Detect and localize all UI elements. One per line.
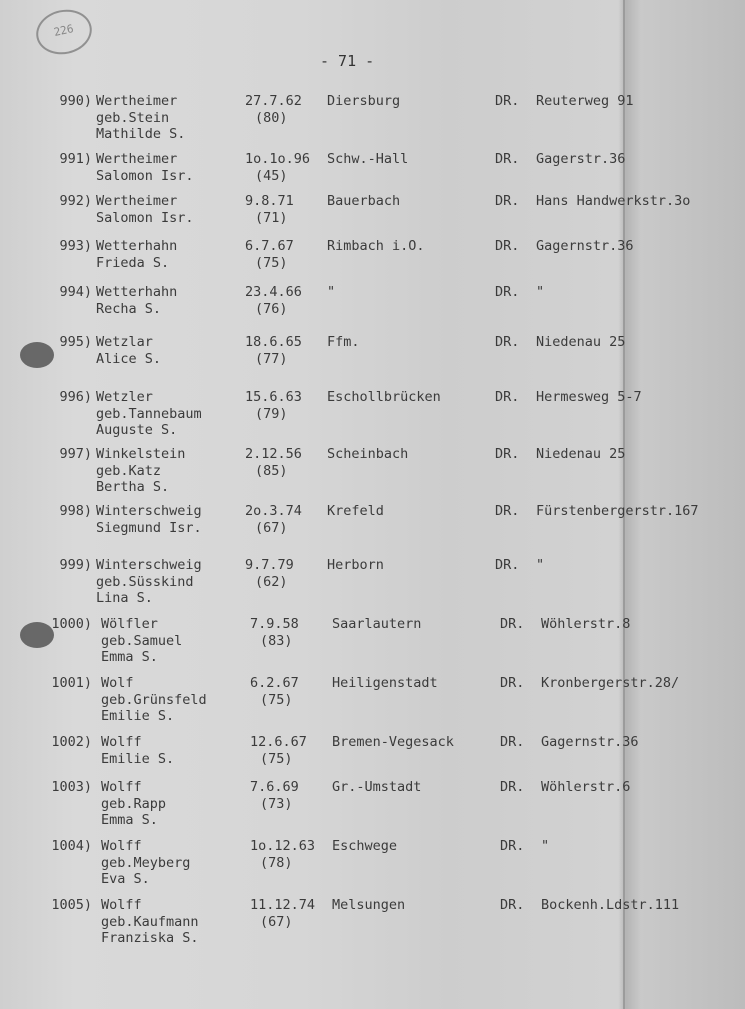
- birth-date: 15.6.63: [245, 389, 302, 405]
- status-code: DR.: [500, 779, 525, 795]
- birth-place: Krefeld: [327, 503, 384, 519]
- address: Hans Handwerkstr.3o: [536, 193, 691, 209]
- age: (76): [255, 300, 288, 317]
- address: Hermesweg 5-7: [536, 389, 642, 405]
- person-name-line: Lina S.: [96, 590, 153, 606]
- status-code: DR.: [495, 334, 520, 350]
- entry-number: 995): [59, 334, 92, 350]
- status-code: DR.: [495, 446, 520, 462]
- person-name-line: Eva S.: [101, 871, 150, 887]
- entry-number: 992): [59, 193, 92, 209]
- person-name-line: Salomon Isr.: [96, 167, 194, 184]
- entry-number: 1004): [51, 838, 92, 854]
- address: ": [536, 557, 545, 573]
- person-name-line: Wölfler: [101, 616, 158, 632]
- address: Gagernstr.36: [536, 238, 634, 254]
- status-code: DR.: [500, 897, 525, 913]
- person-name-line: geb.Kaufmann: [101, 913, 199, 930]
- birth-place: Rimbach i.O.: [327, 238, 425, 254]
- status-code: DR.: [495, 284, 520, 300]
- age: (71): [255, 209, 288, 226]
- status-code: DR.: [495, 557, 520, 573]
- birth-date: 1o.12.63: [250, 838, 316, 854]
- age: (80): [255, 109, 288, 126]
- birth-place: Schw.-Hall: [327, 151, 409, 167]
- person-name-line: Frieda S.: [96, 254, 170, 271]
- person-name-line: Wetterhahn: [96, 238, 178, 254]
- archive-stamp: 226: [32, 5, 96, 60]
- birth-date: 2o.3.74: [245, 503, 302, 519]
- age: (73): [260, 795, 293, 812]
- person-name-line: Alice S.: [96, 350, 162, 367]
- address: ": [536, 284, 545, 300]
- birth-date: 7.9.58: [250, 616, 299, 632]
- age: (45): [255, 167, 288, 184]
- address: Fürstenbergerstr.167: [536, 503, 699, 519]
- person-name-line: geb.Meyberg: [101, 854, 191, 871]
- person-name-line: Wertheimer: [96, 151, 178, 167]
- entry-number: 998): [59, 503, 92, 519]
- person-name-line: geb.Samuel: [101, 632, 183, 649]
- birth-date: 12.6.67: [250, 734, 307, 750]
- birth-place: Melsungen: [332, 897, 406, 913]
- address: Niedenau 25: [536, 446, 626, 462]
- birth-date: 9.7.79: [245, 557, 294, 573]
- birth-date: 7.6.69: [250, 779, 299, 795]
- birth-date: 18.6.65: [245, 334, 302, 350]
- person-name-line: Wolff: [101, 734, 142, 750]
- age: (83): [260, 632, 293, 649]
- entry-number: 996): [59, 389, 92, 405]
- address: Bockenh.Ldstr.111: [541, 897, 680, 913]
- birth-date: 2.12.56: [245, 446, 302, 462]
- status-code: DR.: [500, 734, 525, 750]
- entry-number: 1002): [51, 734, 92, 750]
- entry-number: 1001): [51, 675, 92, 691]
- status-code: DR.: [500, 675, 525, 691]
- age: (79): [255, 405, 288, 422]
- address: Kronbergerstr.28/: [541, 675, 680, 691]
- birth-date: 1o.1o.96: [245, 151, 311, 167]
- status-code: DR.: [495, 503, 520, 519]
- address: ": [541, 838, 550, 854]
- person-name-line: Mathilde S.: [96, 126, 186, 142]
- entry-number: 991): [59, 151, 92, 167]
- person-name-line: Emilie S.: [101, 708, 175, 724]
- person-name-line: Wetterhahn: [96, 284, 178, 300]
- person-name-line: Wolf: [101, 675, 134, 691]
- age: (85): [255, 462, 288, 479]
- birth-place: Herborn: [327, 557, 384, 573]
- person-name-line: geb.Tannebaum: [96, 405, 202, 422]
- person-name-line: Franziska S.: [101, 930, 199, 946]
- age: (62): [255, 573, 288, 590]
- address: Gagernstr.36: [541, 734, 639, 750]
- status-code: DR.: [495, 193, 520, 209]
- person-name-line: geb.Stein: [96, 109, 170, 126]
- age: (67): [260, 913, 293, 930]
- status-code: DR.: [500, 838, 525, 854]
- birth-place: Diersburg: [327, 93, 401, 109]
- person-name-line: Wolff: [101, 897, 142, 913]
- birth-place: Saarlautern: [332, 616, 422, 632]
- entry-number: 1000): [51, 616, 92, 632]
- person-name-line: Wetzlar: [96, 334, 153, 350]
- birth-place: Eschollbrücken: [327, 389, 441, 405]
- person-name-line: geb.Katz: [96, 462, 162, 479]
- birth-date: 23.4.66: [245, 284, 302, 300]
- person-name-line: Wolff: [101, 779, 142, 795]
- birth-place: Gr.-Umstadt: [332, 779, 422, 795]
- person-name-line: Wolff: [101, 838, 142, 854]
- person-name-line: Wetzler: [96, 389, 153, 405]
- person-name-line: Auguste S.: [96, 422, 178, 438]
- birth-date: 6.7.67: [245, 238, 294, 254]
- entry-number: 997): [59, 446, 92, 462]
- birth-date: 11.12.74: [250, 897, 316, 913]
- birth-place: Scheinbach: [327, 446, 409, 462]
- address: Gagerstr.36: [536, 151, 626, 167]
- address: Wöhlerstr.6: [541, 779, 631, 795]
- address: Wöhlerstr.8: [541, 616, 631, 632]
- age: (75): [260, 750, 293, 767]
- person-name-line: Recha S.: [96, 300, 162, 317]
- birth-date: 27.7.62: [245, 93, 302, 109]
- entry-number: 994): [59, 284, 92, 300]
- person-name-line: Siegmund Isr.: [96, 519, 202, 536]
- age: (67): [255, 519, 288, 536]
- age: (77): [255, 350, 288, 367]
- age: (75): [260, 691, 293, 708]
- person-name-line: Wertheimer: [96, 93, 178, 109]
- status-code: DR.: [495, 389, 520, 405]
- entry-number: 993): [59, 238, 92, 254]
- person-name-line: geb.Süsskind: [96, 573, 194, 590]
- person-name-line: Emilie S.: [101, 750, 175, 767]
- status-code: DR.: [495, 93, 520, 109]
- person-name-line: Emma S.: [101, 812, 158, 828]
- person-name-line: Winkelstein: [96, 446, 186, 462]
- entry-number: 1005): [51, 897, 92, 913]
- birth-place: ": [327, 284, 336, 300]
- person-name-line: Salomon Isr.: [96, 209, 194, 226]
- person-name-line: Winterschweig: [96, 503, 202, 519]
- birth-place: Eschwege: [332, 838, 398, 854]
- status-code: DR.: [500, 616, 525, 632]
- person-name-line: Wertheimer: [96, 193, 178, 209]
- person-name-line: Winterschweig: [96, 557, 202, 573]
- birth-place: Heiligenstadt: [332, 675, 438, 691]
- birth-date: 9.8.71: [245, 193, 294, 209]
- entry-number: 990): [59, 93, 92, 109]
- birth-place: Bauerbach: [327, 193, 401, 209]
- person-name-line: geb.Grünsfeld: [101, 691, 207, 708]
- age: (78): [260, 854, 293, 871]
- address: Niedenau 25: [536, 334, 626, 350]
- birth-place: Ffm.: [327, 334, 360, 350]
- person-name-line: Bertha S.: [96, 479, 170, 495]
- birth-place: Bremen-Vegesack: [332, 734, 454, 750]
- entry-number: 999): [59, 557, 92, 573]
- page-number: - 71 -: [320, 52, 375, 70]
- status-code: DR.: [495, 151, 520, 167]
- age: (75): [255, 254, 288, 271]
- birth-date: 6.2.67: [250, 675, 299, 691]
- person-name-line: Emma S.: [101, 649, 158, 665]
- status-code: DR.: [495, 238, 520, 254]
- address: Reuterweg 91: [536, 93, 634, 109]
- person-name-line: geb.Rapp: [101, 795, 167, 812]
- entry-number: 1003): [51, 779, 92, 795]
